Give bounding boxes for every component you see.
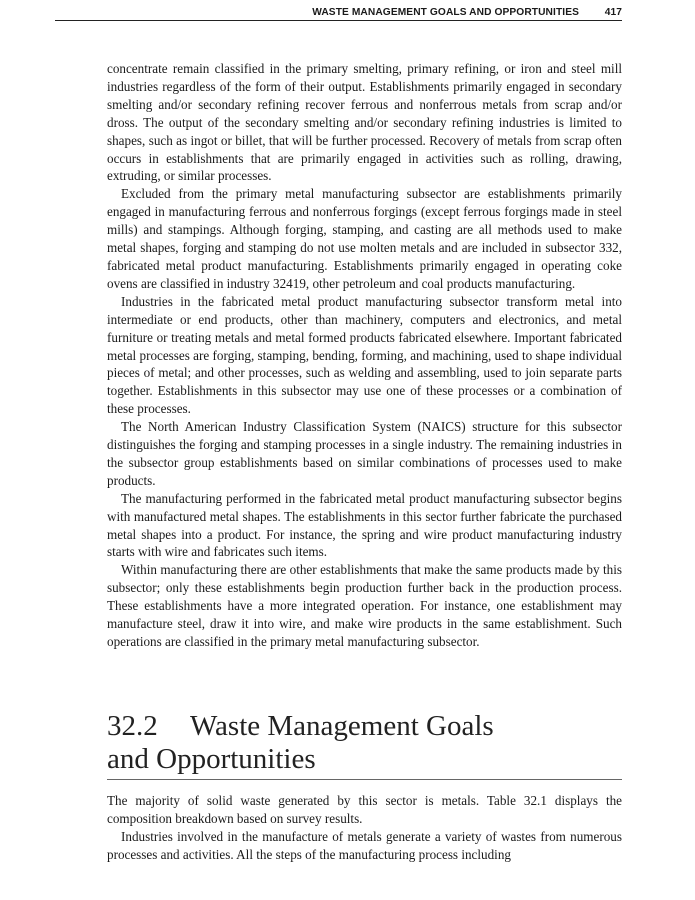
section-title-line1: Waste Management Goals	[190, 710, 494, 742]
paragraph: Excluded from the primary metal manufacturing subsector are establishments primarily engaged in manufacturing ferrous and nonferrous forgings (except ferrous forgings made in steel mills) and stampings. Although forging, stamping, and casting are all methods used to make metal shapes, forging and stamping do not use molten metals and are included in subsector 332, fabricated metal product manufacturing. Establishments primarily engaged in operating coke ovens are classified in industry 32419, other petroleum and coal products manufacturing.	[107, 186, 622, 291]
section-number: 32.2	[107, 710, 158, 742]
paragraph: Industries involved in the manufacture of metals generate a variety of wastes from numerous processes and activities. All the steps of the manufacturing process including	[107, 828, 622, 862]
running-header	[55, 6, 622, 21]
section-title-line2: and Opportunities	[107, 743, 316, 775]
body-text	[107, 60, 622, 651]
page-number: 417	[604, 7, 622, 18]
paragraph: The majority of solid waste generated by this sector is metals. Table 32.1 displays the composition breakdown based on survey results.	[107, 793, 622, 826]
section-heading	[107, 710, 622, 780]
paragraph: Industries in the fabricated metal product manufacturing subsector transform metal into intermediate or end products, other than machinery, computers and electronics, and metal furniture or treating metals and metal formed products fabricated elsewhere. Important fabricated metal processes are forging, stamping, bending, forming, and machining, used to shape individual pieces of metal; and other processes, such as welding and assembling, used to join separate parts together. Establishments in this subsector may use one of these processes or a combination of these processes.	[107, 293, 622, 417]
paragraph: Within manufacturing there are other establishments that make the same products made by this subsector; only these establishments begin production further back in the production process. These establishments have a more integrated operation. For instance, one establishment may manufacture steel, draw it into wire, and make wire products in the same establishment. Such operations are classified in the primary metal manufacturing subsector.	[107, 562, 622, 649]
running-title: WASTE MANAGEMENT GOALS AND OPPORTUNITIES	[312, 7, 579, 18]
paragraph: The North American Industry Classification System (NAICS) structure for this subsector distinguishes the forging and stamping processes in a single industry. The remaining industries in the subsector group establishments based on similar combinations of processes used to make products.	[107, 419, 622, 488]
paragraph: The manufacturing performed in the fabricated metal product manufacturing subsector begins with manufactured metal shapes. The establishments in this sector further fabricate the purchased metal shapes into a product. For instance, the spring and wire product manufacturing industry starts with wire and fabricates such items.	[107, 490, 622, 560]
section-body-text	[107, 792, 622, 864]
paragraph: concentrate remain classified in the primary smelting, primary refining, or iron and steel mill industries regardless of the form of their output. Establishments primarily engaged in secondary smelting and/or secondary refining recover ferrous and nonferrous metals from scrap and/or dross. The output of the secondary smelting and/or secondary refining industries is limited to shapes, such as ingot or billet, that will be further processed. Recovery of metals from scrap often occurs in establishments that are primarily engaged in activities such as rolling, drawing, extruding, or similar processes.	[107, 61, 622, 184]
